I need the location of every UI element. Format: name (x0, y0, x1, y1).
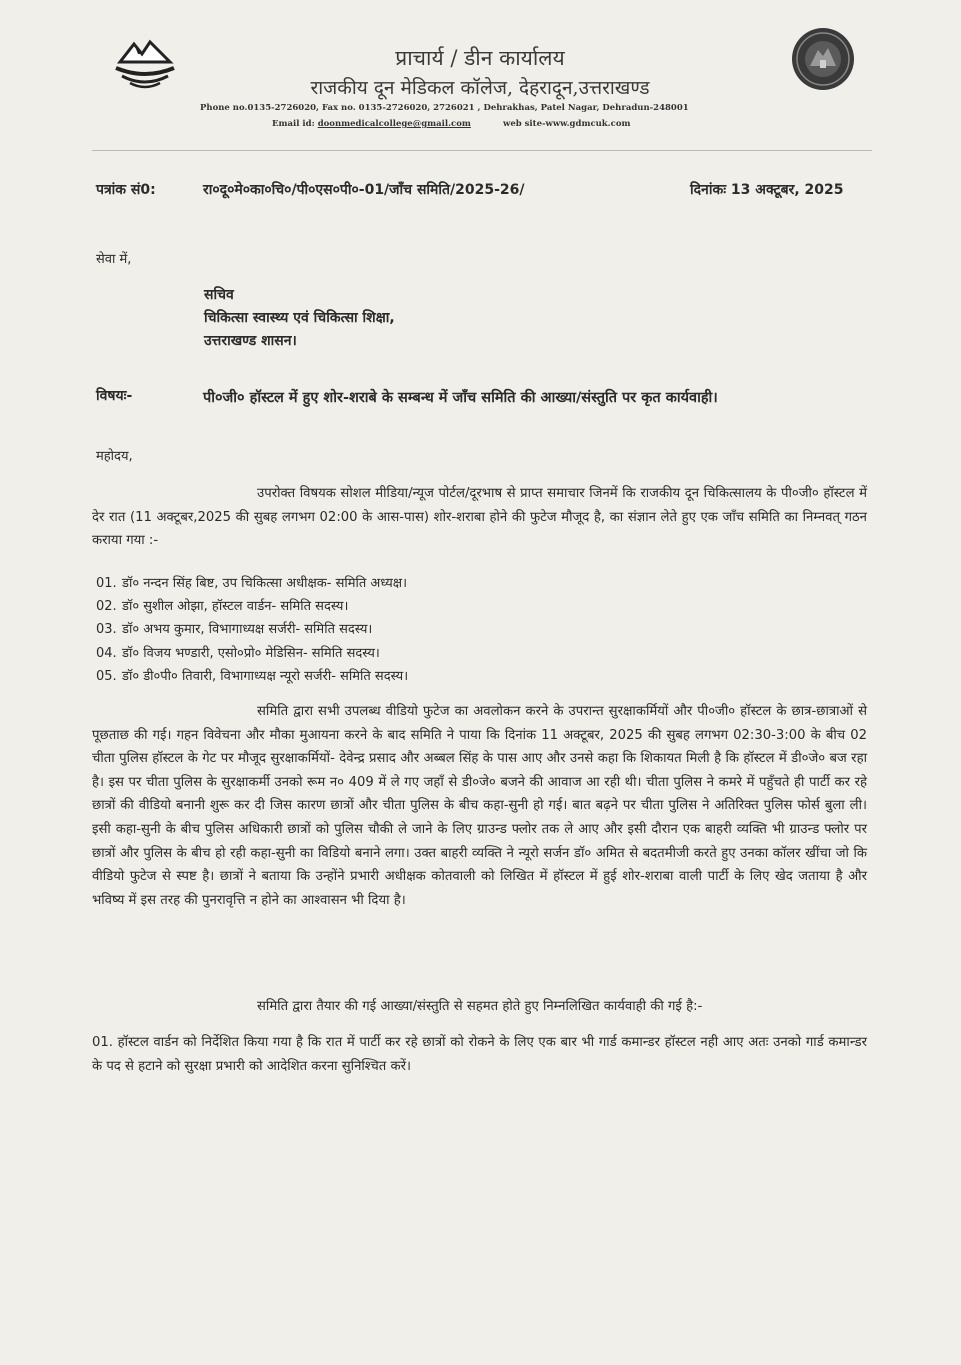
agreement-paragraph: समिति द्वारा तैयार की गई आख्या/संस्तुति से सहमत होते हुए निम्नलिखित कार्यवाही की गई है:- (257, 999, 703, 1014)
email-address: doonmedicalcollege@gmail.com (317, 119, 471, 129)
college-name: राजकीय दून मेडिकल कॉलेज, देहरादून,उत्तराखण्ड (310, 77, 650, 99)
list-item: 01. डॉ० नन्दन सिंह बिष्ट, उप चिकित्सा अधीक्षक- समिति अध्यक्ष। (96, 576, 408, 591)
committee-members-list (96, 572, 408, 688)
intro-paragraph: उपरोक्त विषयक सोशल मीडिया/न्यूज पोर्टल/दूरभाष से प्राप्त समाचार जिनमें कि राजकीय दून चिकित्सालय के पी०जी० हॉस्टल में देर रात (11 अक्टूबर,2025 की सुबह लगभग 02:00 के आस-पास) शोर-शराबा होने की फुटेज मौजूद है, का संज्ञान लेते हुए एक जाँच समिति का निम्नवत् गठन कराया गया :- (92, 486, 867, 549)
subject-text: पी०जी० हॉस्टल में हुए शोर-शराबे के सम्बन्ध में जाँच समिति की आख्या/संस्तुति पर कृत कार्यवाही। (203, 390, 718, 406)
salutation: महोदय, (96, 449, 133, 464)
email-line (272, 119, 471, 129)
recipient-line: उत्तराखण्ड शासन। (204, 333, 297, 349)
letterhead-divider (92, 150, 872, 151)
subject-label: विषयः- (96, 388, 133, 404)
list-item: 03. डॉ० अभय कुमार, विभागाध्यक्ष सर्जरी- समिति सदस्य। (96, 622, 373, 638)
findings-paragraph: समिति द्वारा सभी उपलब्ध वीडियो फुटेज का अवलोकन करने के उपरान्त सुरक्षाकर्मियों और पी०जी० हॉस्टल के छात्र-छात्राओं से पूछताछ की गई। गहन विवेचना और मौका मुआयना करने के बाद समिति ने पाया कि दिनांक 11 अक्टूबर, 2025 की सुबह लगभग 02:30-3:00 के बीच 02 चीता पुलिस हॉस्टल के गेट पर मौजूद सुरक्षाकर्मियों- देवेन्द्र प्रसाद और अब्बल सिंह के पास आए और उनसे कहा कि शिकायत मिली है कि हॉस्टल में डी०जे० बज रहा है। इस पर चीता पुलिस के सुरक्षाकर्मी उनको रूम न० 409 में ले गए जहाँ से डी०जे० बजने की आवाज आ रही थी। चीता पुलिस ने कमरे में पहुँचते ही पार्टी कर रहे छात्रों की वीडियो बनानी शुरू कर दी जिस कारण छात्रों और चीता पुलिस के बीच कहा-सुनी हो गई। बात बढ़ने पर चीता पुलिस ने अतिरिक्त पुलिस फोर्स बुला ली। इसी कहा-सुनी के बीच पुलिस अधिकारी छात्रों को पुलिस चौकी ले जाने के लिए ग्राउन्ड फ्लोर तक ले आए और इसी दौरान एक बाहरी व्यक्ति भी ग्राउन्ड फ्लोर पर छात्रों और पुलिस के बीच हो रही कहा-सुनी का विडियो बनाने लगा। उक्त बाहरी व्यक्ति ने न्यूरो सर्जन डॉ० अमित से बदतमीजी करते हुए उनका कॉलर खींचा जो कि वीडियो फुटेज से स्पष्ट है। छात्रों ने बताया कि उन्होंने प्रभारी अधीक्षक कोतवाली को लिखित में हॉस्टल में हुई शोर-शराबा वाली पार्टी के लिए खेद जताया है और भविष्य में इस तरह की पुनरावृत्ति न होने का आश्वासन भी दिया है। (92, 704, 867, 908)
letter-date: दिनांकः 13 अक्टूबर, 2025 (690, 182, 844, 198)
action-item: 01. हॉस्टल वार्डन को निर्देशित किया गया है कि रात में पार्टी कर रहे छात्रों को रोकने के लिए एक बार भी गार्ड कमान्डर हॉस्टल नही आए अतः उनको गार्ड कमान्डर के पद से हटाने को सुरक्षा प्रभारी को आदेशित करना सुनिश्चित करें। (92, 1035, 867, 1074)
uttarakhand-emblem-icon (112, 36, 178, 92)
office-title: प्राचार्य / डीन कार्यालय (395, 46, 565, 70)
list-item: 02. डॉ० सुशील ओझा, हॉस्टल वार्डन- समिति सदस्य। (96, 599, 349, 615)
college-seal-icon (790, 26, 856, 92)
recipient-line: सचिव (204, 287, 234, 303)
email-label: Email id: (272, 119, 315, 129)
contact-line: Phone no.0135-2726020, Fax no. 0135-2726020, 2726021 , Dehrakhas, Patel Nagar, Dehradun-248001 (200, 103, 689, 113)
to-label: सेवा में, (96, 252, 132, 267)
ref-label: पत्रांक सं0: (96, 182, 156, 198)
website-line: web site-www.gdmcuk.com (503, 119, 631, 129)
recipient-line: चिकित्सा स्वास्थ्य एवं चिकित्सा शिक्षा, (204, 310, 395, 326)
list-item: 04. डॉ० विजय भण्डारी, एसो०प्रो० मेडिसिन- समिति सदस्य। (96, 645, 380, 661)
list-item: 05. डॉ० डी०पी० तिवारी, विभागाध्यक्ष न्यूरो सर्जरी- समिति सदस्य। (96, 668, 409, 684)
ref-number: रा०दू०मे०का०चि०/पी०एस०पी०-01/जाँच समिति/2025-26/ (203, 182, 525, 198)
